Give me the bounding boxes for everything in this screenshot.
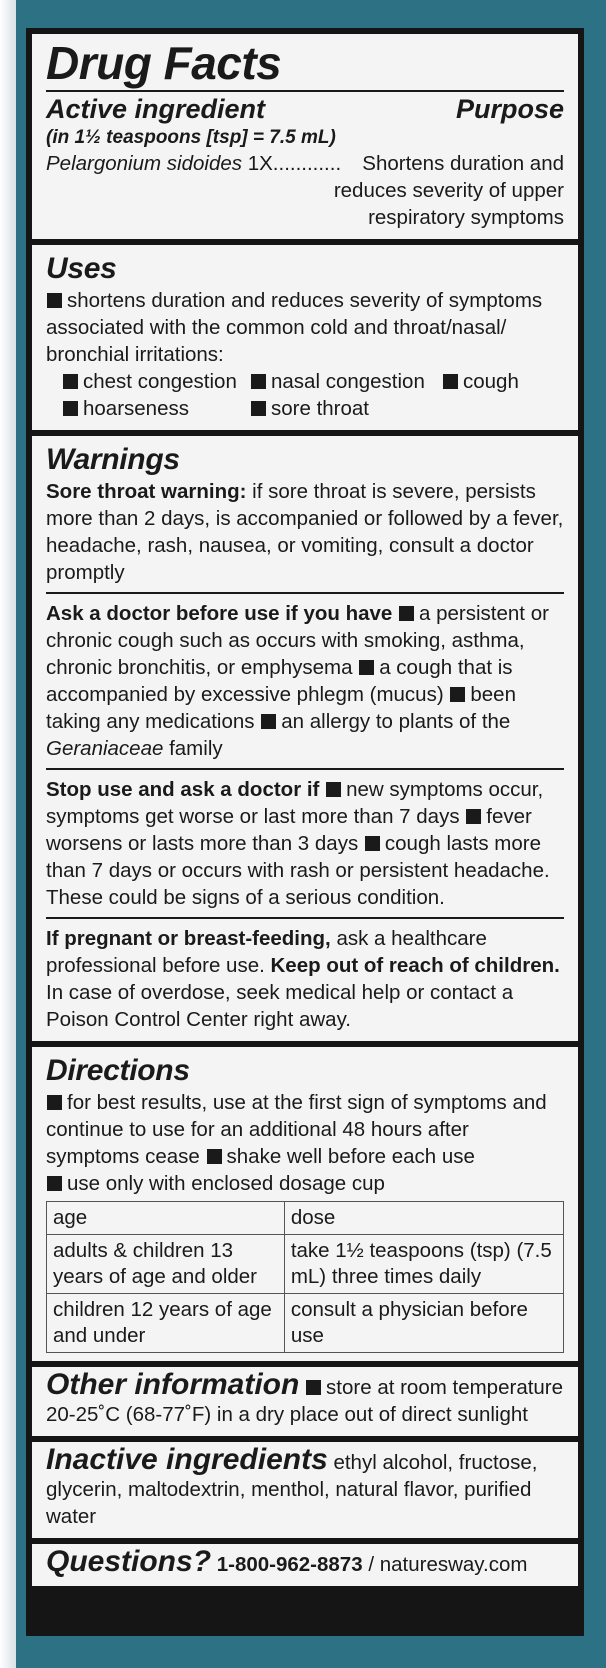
bullet-square-icon [251, 401, 266, 416]
bullet-square-icon [47, 1176, 62, 1191]
active-ingredient-header [46, 92, 564, 126]
ingredient-dots: ............ [272, 152, 342, 175]
bullet-square-icon [466, 809, 481, 824]
bullet-square-icon [63, 401, 78, 416]
purpose-heading: Purpose [455, 94, 564, 124]
inactive-ingredients-text: ethyl alcohol, fructose, glycerin, maltodextrin, menthol, natural flavor, purified water [46, 1451, 538, 1528]
bullet-square-icon [63, 374, 78, 389]
table-cell: take 1½ teaspoons (tsp) (7.5 mL) three times daily [284, 1235, 563, 1294]
directions-section [32, 1047, 578, 1361]
table-row [47, 1235, 564, 1294]
active-ingredient-section [32, 34, 578, 239]
dosage-table [46, 1201, 564, 1353]
directions-text: for best results, use at the first sign of symptoms and continue to use for an additional 48 hours after symptoms cease shake well before each use use only with enclosed dosage cup [46, 1091, 547, 1195]
ingredient-name: Pelargonium sidoides [46, 152, 243, 175]
uses-section [32, 245, 578, 430]
pregnancy-warning: If pregnant or breast-feeding, ask a healthcare professional before use. Keep out of reach of children. In case of overdose, seek medical help or contact a Poison Control Center right away. [46, 917, 564, 1033]
table-cell: adults & children 13 years of age and older [47, 1235, 285, 1294]
ingredient-strength: 1X [242, 152, 273, 175]
table-header-cell: age [47, 1202, 285, 1235]
table-cell: children 12 years of age and under [47, 1294, 285, 1353]
ingredient-line [46, 150, 564, 177]
uses-item: hoarseness [62, 395, 250, 422]
questions-separator: / [362, 1553, 380, 1576]
table-row [47, 1294, 564, 1353]
inactive-ingredients-heading: Inactive ingredients [46, 1443, 328, 1476]
bullet-square-icon [306, 1380, 321, 1395]
bullet-square-icon [207, 1149, 222, 1164]
table-cell: consult a physician before use [284, 1294, 563, 1353]
questions-website: naturesway.com [379, 1553, 528, 1576]
questions-section [32, 1544, 578, 1586]
questions-heading: Questions? [46, 1545, 212, 1578]
uses-item: cough [442, 368, 542, 395]
bullet-square-icon [47, 1095, 62, 1110]
uses-heading: Uses [46, 252, 117, 285]
active-ingredient-heading: Active ingredient [46, 94, 266, 124]
warnings-heading: Warnings [46, 443, 180, 476]
bullet-square-icon [326, 782, 341, 797]
bullet-square-icon [443, 374, 458, 389]
questions-phone: 1-800-962-8873 [216, 1553, 363, 1576]
uses-item: chest congestion [62, 368, 250, 395]
ingredient-purpose: Shortens duration and reduces severity of upper respiratory symptoms [333, 152, 564, 229]
bullet-square-icon [251, 374, 266, 389]
stop-use-warning: Stop use and ask a doctor if new symptoms occur, symptoms get worse or last more than 7 days fever worsens or lasts more than 3 days cough lasts more than 7 days or occurs with rash or persistent headache. These could be signs of a serious condition. [46, 768, 564, 911]
warnings-section [32, 436, 578, 1041]
bullet-square-icon [261, 714, 276, 729]
bullet-square-icon [365, 836, 380, 851]
uses-item: sore throat [250, 395, 442, 422]
sore-throat-warning: Sore throat warning: if sore throat is severe, persists more than 2 days, is accompanied or followed by a fever, headache, rash, nausea, or vomiting, consult a doctor promptly [46, 480, 564, 584]
bullet-square-icon [450, 687, 465, 702]
uses-intro: shortens duration and reduces severity of symptoms associated with the common cold and throat/nasal/ bronchial irritations: [46, 289, 543, 366]
uses-list [46, 368, 564, 422]
other-information-section [32, 1367, 578, 1436]
inactive-ingredients-section [32, 1442, 578, 1538]
uses-item: nasal congestion [250, 368, 442, 395]
bullet-square-icon [359, 660, 374, 675]
drug-facts-panel [26, 28, 584, 1636]
dose-note: (in 1½ teaspoons [tsp] = 7.5 mL) [46, 127, 336, 148]
table-header-row [47, 1202, 564, 1235]
directions-heading: Directions [46, 1054, 190, 1087]
other-information-text: store at room temperature 20-25˚C (68-77˚F) in a dry place out of direct sunlight [46, 1376, 564, 1426]
other-information-heading: Other information [46, 1368, 300, 1401]
bullet-square-icon [399, 606, 414, 621]
ask-doctor-warning: Ask a doctor before use if you have a persistent or chronic cough such as occurs with smoking, asthma, chronic bronchitis, or emphysema a cough that is accompanied by excessive phlegm (mucus) been taking any medications an allergy to plants of the Geraniaceae family [46, 592, 564, 762]
drug-facts-title: Drug Facts [46, 36, 564, 92]
bullet-square-icon [47, 293, 62, 308]
table-header-cell: dose [284, 1202, 563, 1235]
